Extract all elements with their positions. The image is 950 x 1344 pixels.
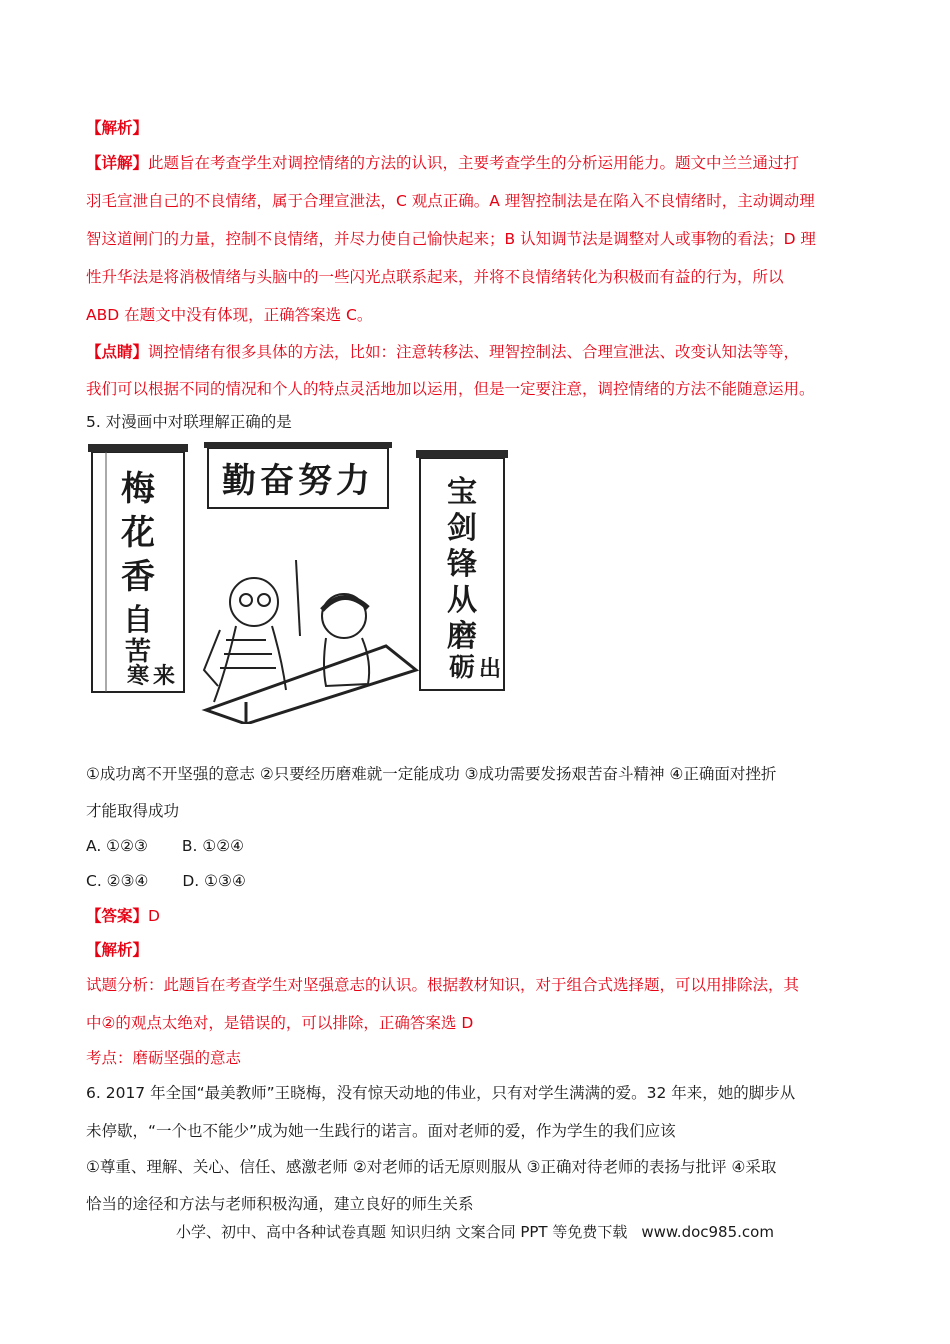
detail-line-3: 智这道闸门的力量，控制不良情绪，并尽力使自己愉快起来；B 认知调节法是调整对人或事物的看法；D 理 [86,230,816,248]
q6-stem-line-1: 6. 2017 年全国“最美教师”王晓梅，没有惊天动地的伟业，只有对学生满满的爱。32 年来，她的脚步从 [86,1084,796,1102]
right-couplet-char: 锋 [447,547,477,582]
cartoon-image [86,440,516,724]
choice-d[interactable]: D. ①③④ [182,872,246,890]
page-footer [0,1221,950,1242]
right-couplet-char: 出 [478,656,502,682]
left-couplet-char: 梅 [121,469,155,509]
right-couplet-char: 砺 [448,653,476,683]
left-couplet-char: 苦 [124,637,152,667]
left-couplet-char: 自 [123,603,153,638]
left-couplet-char: 来 [152,663,176,689]
tip-text: 调控情绪有很多具体的方法，比如：注意转移法、理智控制法、合理宣泄法、改变认知法等等， [148,343,800,361]
choice-b[interactable]: B. ①②④ [181,837,245,855]
detail-line-1 [86,153,799,173]
left-couplet-char: 花 [121,513,155,553]
detail-line-5: ABD 在题文中没有体现，正确答案选 C。 [86,306,373,324]
answer-value: D [148,907,160,925]
q5-analysis-heading: 【解析】 [86,941,149,959]
desk-drawing [206,646,416,724]
q5-answer [86,906,160,926]
tip-tag: 【点睛】 [86,343,149,361]
q6-stem-line-2: 未停歇，“一个也不能少”成为她一生践行的诺言。面对老师的爱，作为学生的我们应该 [86,1122,676,1140]
old-man-figure [204,578,286,702]
detail-line-2: 羽毛宣泄自己的不良情绪，属于合理宣泄法，C 观点正确。A 理智控制法是在陷入不良情绪时，主动调动理 [86,192,815,210]
q6-options-line-1: ①尊重、理解、关心、信任、感激老师 ②对老师的话无原则服从 ③正确对待老师的表扬与批评 ④采取 [86,1158,777,1176]
detail-text: 此题旨在考查学生对调控情绪的方法的认识，主要考查学生的分析运用能力。题文中兰兰通过打 [148,154,800,172]
q5-options-line-2: 才能取得成功 [86,802,180,820]
footer-url[interactable]: www.doc985.com [641,1223,774,1241]
tip-line-2: 我们可以根据不同的情况和个人的特点灵活地加以运用，但是一定要注意，调控情绪的方法不能随意运用。 [86,380,815,398]
tip-line-1 [86,342,799,362]
footer-text: 小学、初中、高中各种试卷真题 知识归纳 文案合同 PPT 等免费下载 [176,1223,628,1241]
choice-a[interactable]: A. ①②③ [86,837,148,855]
q5-options-line-1: ①成功离不开坚强的意志 ②只要经历磨难就一定能成功 ③成功需要发扬艰苦奋斗精神 ④正确面对挫折 [86,765,777,783]
right-couplet-char: 剑 [447,511,477,546]
q6-options-line-2: 恰当的途径和方法与老师积极沟通，建立良好的师生关系 [86,1195,474,1213]
right-couplet-char: 从 [447,583,477,618]
child-figure [296,560,369,686]
cartoon-illustration [86,440,516,724]
left-couplet-char: 寒 [126,663,150,689]
left-scroll-rod [88,444,188,452]
q5-point: 考点：磨砺坚强的意志 [86,1049,242,1067]
left-couplet-char: 香 [121,557,155,597]
right-couplet-char: 宝 [447,475,477,510]
question-5-stem: 5. 对漫画中对联理解正确的是 [86,413,292,431]
q5-analysis-line-1: 试题分析：此题旨在考查学生对坚强意志的认识。根据教材知识，对于组合式选择题，可以用排除法，其 [86,976,800,994]
choice-c[interactable]: C. ②③④ [86,872,149,890]
analysis-heading: 【解析】 [86,119,149,137]
detail-line-4: 性升华法是将消极情绪与头脑中的一些闪光点联系起来，并将不良情绪转化为积极而有益的行为，所以 [86,268,784,286]
answer-tag: 【答案】 [86,907,149,925]
q5-choice-row-2 [86,871,246,891]
q5-choice-row-1 [86,836,244,856]
q5-analysis-line-2: 中②的观点太绝对，是错误的，可以排除，正确答案选 D [86,1014,474,1032]
detail-tag: 【详解】 [86,154,149,172]
right-couplet-char: 磨 [447,619,477,654]
top-banner-text: 勤奋努力 [222,461,374,501]
